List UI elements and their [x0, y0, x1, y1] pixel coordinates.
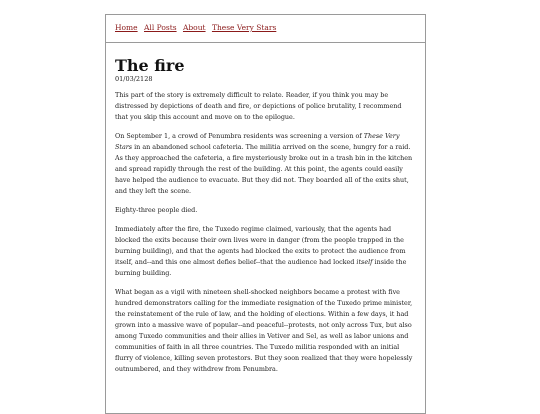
- nav-link-home[interactable]: Home: [115, 23, 138, 32]
- top-nav: [106, 15, 425, 42]
- post-title: The fire: [115, 56, 185, 75]
- film-title-emphasis: These Very Stars: [115, 132, 400, 151]
- paragraph-text: inside the burning building.: [115, 258, 407, 277]
- itself-emphasis: itself: [356, 258, 373, 266]
- paragraph-screening: [115, 131, 416, 197]
- nav-link-about[interactable]: About: [182, 23, 206, 32]
- paragraph-death-toll: Eighty-three people died.: [115, 206, 198, 214]
- paragraph-text: in an abandoned school cafeteria. The militia arrived on the scene, hungry for a raid. As they approached the cafeteria, a fire mysteriously broke out in a trash bin in the kitchen and spread rapidly through the rest of the building. At this point, the agents could easily have helped the audience to evacuate. But they did not. They boarded all of the exits shut, and they left the scene.: [115, 143, 413, 195]
- post-content: [106, 43, 425, 375]
- post-page: [105, 14, 426, 414]
- paragraph-regime-claims: [115, 224, 416, 279]
- nav-link-these-very-stars[interactable]: These Very Stars: [211, 23, 277, 32]
- paragraph-content-warning: This part of the story is extremely difficult to relate. Reader, if you think you may be distressed by depictions of death and fire, or depictions of police brutality, I recommend that you skip this account and move on to the epilogue.: [115, 91, 402, 121]
- post-date: 01/03/2128: [115, 75, 153, 83]
- nav-link-all-posts[interactable]: All Posts: [144, 23, 177, 32]
- paragraph-text: On September 1, a crowd of Penumbra residents was screening a version of: [115, 132, 364, 140]
- paragraph-text: Immediately after the fire, the Tuxedo regime claimed, variously, that the agents had blocked the exits because their own lives were in danger (from the people trapped in the burning building), and that the agents had blocked the exits to protect the audience from itself, and--and this one almost defies belief--that the audience had locked: [115, 225, 406, 266]
- paragraph-protests: What began as a vigil with nineteen shell-shocked neighbors became a protest with five hundred demonstrators calling for the immediate resignation of the Tuxedo prime minister, the reinstatement of the rule of law, and the holding of elections. Within a few days, it had grown into a massive wave of popular--and peaceful--protests, not only across Tux, but also among Tuxedo communities and their allies in Vetiver and Sel, as well as labor unions and communities of faith in all three countries. The Tuxedo militia responded with an initial flurry of violence, killing seven protestors. But they soon realized that they were hopelessly outnumbered, and they withdrew from Penumbra.: [115, 288, 413, 373]
